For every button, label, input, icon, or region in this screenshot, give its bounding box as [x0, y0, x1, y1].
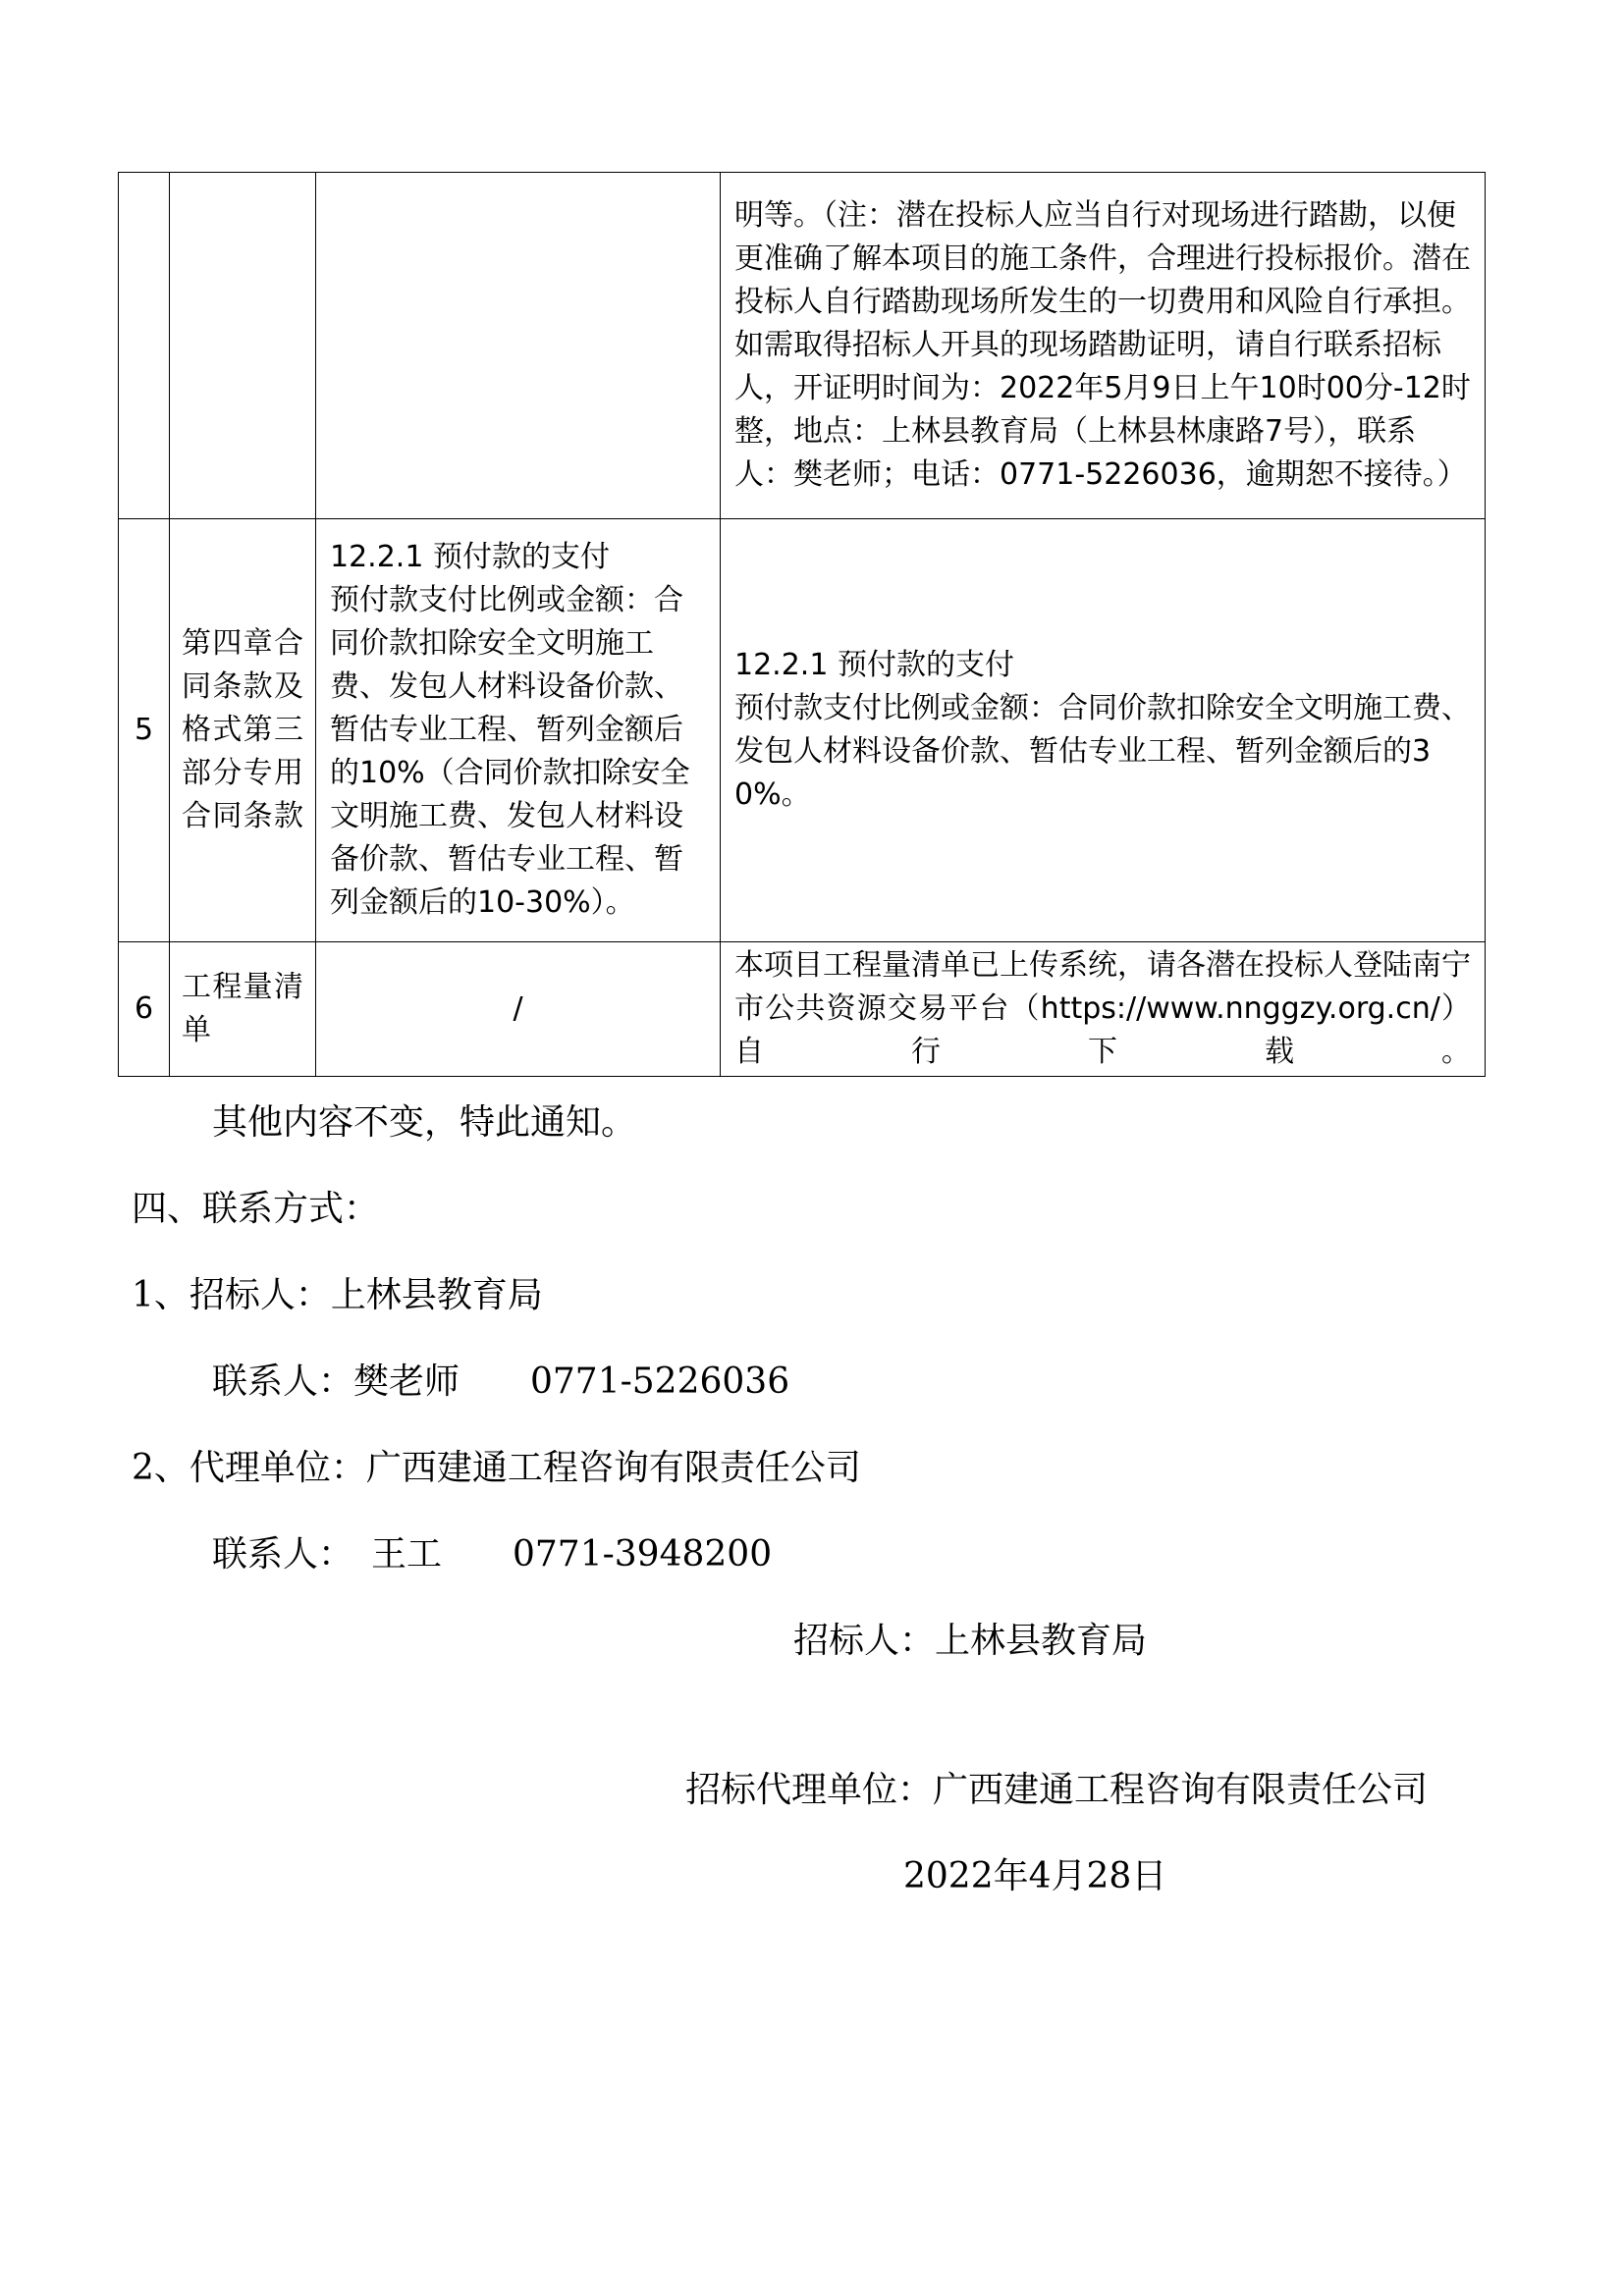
item-name: 工程量清单	[170, 942, 316, 1077]
tenderer-contact: 联系人：樊老师 0771-5226036	[212, 1362, 790, 1402]
row-number: 5	[119, 519, 170, 942]
revised-clause-body: 预付款支付比例或金额：合同价款扣除安全文明施工费、发包人材料设备价款、暂估专业工程、暂列金额后的30%。	[734, 691, 1471, 812]
revised-content-text: 明等。（注：潜在投标人应当自行对现场进行踏勘，以便更准确了解本项目的施工条件，合理进行投标报价。潜在投标人自行踏勘现场所发生的一切费用和风险自行承担。如需取得招标人开具的现场踏勘证明，请自行联系招标人，开证明时间为：2022年5月9日上午10时00分-12时整，地点：上林县教育局（上林县林康路7号），联系人：樊老师；电话：0771-5226036，逾期恕不接待。）	[734, 198, 1471, 492]
signature-date: 2022年4月28日	[903, 1856, 1167, 1896]
original-content-cell	[316, 173, 721, 519]
agent-contact: 联系人： 王工 0771-3948200	[212, 1534, 773, 1575]
original-content-cell	[316, 519, 721, 942]
notice-text: 其他内容不变，特此通知。	[212, 1102, 637, 1143]
table-row	[119, 942, 1486, 1077]
item-name-cell	[170, 173, 316, 519]
signature-agent: 招标代理单位：广西建通工程咨询有限责任公司	[685, 1770, 1429, 1810]
table-row	[119, 173, 1486, 519]
row-number: 6	[119, 942, 170, 1077]
row-number-cell	[119, 173, 170, 519]
amendment-table	[118, 172, 1486, 1077]
agent-line: 2、代理单位：广西建通工程咨询有限责任公司	[132, 1448, 861, 1488]
tenderer-line: 1、招标人：上林县教育局	[132, 1275, 543, 1315]
item-name: 第四章合同条款及格式第三部分专用合同条款	[170, 519, 316, 942]
original-clause-body: 预付款支付比例或金额：合同价款扣除安全文明施工费、发包人材料设备价款、暂估专业工程、暂列金额后的10%（合同价款扣除安全文明施工费、发包人材料设备价款、暂估专业工程、暂列金额后的10-30%）。	[330, 583, 690, 920]
signature-tenderer: 招标人：上林县教育局	[793, 1621, 1148, 1661]
table-row	[119, 519, 1486, 942]
revised-content: 本项目工程量清单已上传系统，请各潜在投标人登陆南宁市公共资源交易平台（https://www.nnggzy.org.cn/）自行下载。	[721, 942, 1486, 1077]
revised-clause-title: 12.2.1 预付款的支付	[734, 648, 1014, 682]
original-clause-title: 12.2.1 预付款的支付	[330, 540, 610, 574]
revised-content-cell	[721, 519, 1486, 942]
revised-content-cell	[721, 173, 1486, 519]
original-content: /	[316, 942, 721, 1077]
contact-heading: 四、联系方式：	[132, 1189, 380, 1229]
